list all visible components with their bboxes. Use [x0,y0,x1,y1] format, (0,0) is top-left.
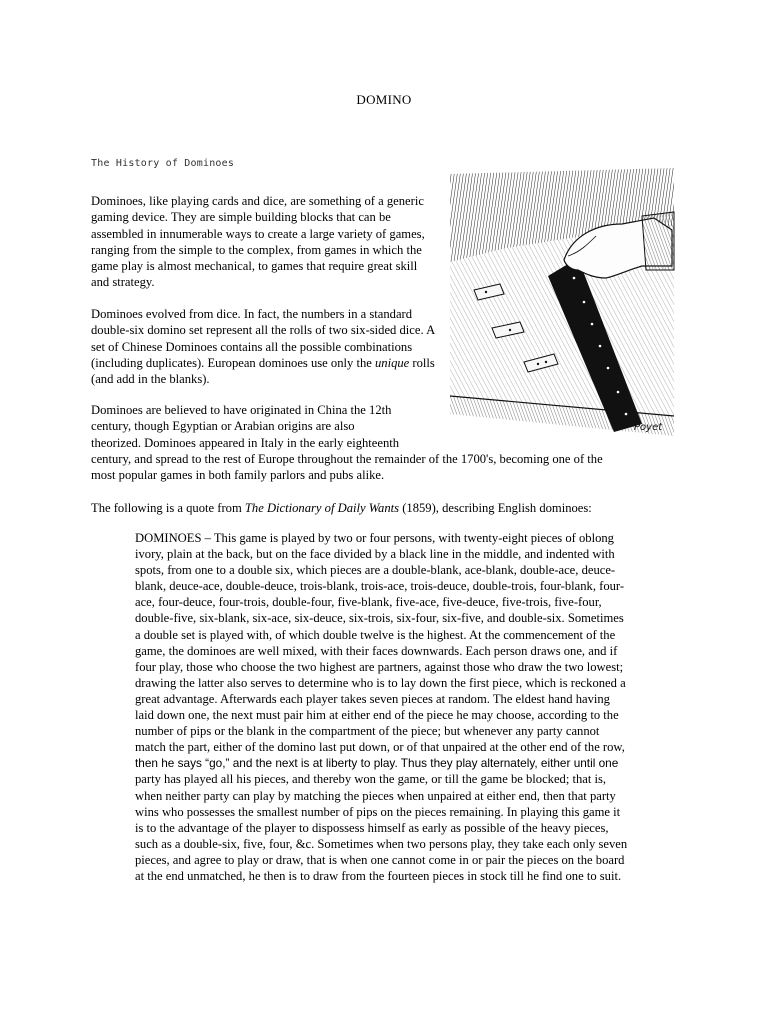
quote-line: great advantage. Afterwards each player takes seven pieces at random. The eldest hand having [135,691,610,706]
quote-line: double-five, six-blank, six-ace, six-deuce, six-trois, six-four, six-five, and double-six. Sometimes [135,611,624,626]
quote-line: pieces, and agree to play or draw, that is when one cannot come in or pair the pieces on the board [135,852,625,867]
quote-line: at the end unmatched, he then is to draw from the fourteen pieces in stock till he find one to suit. [135,868,622,883]
quote-introduction [91,500,691,516]
quote-intro-text: The following is a quote from [91,501,245,515]
quote-line: match the part, either of the domino last put down, or of that unpaired at the other end of the row, [135,740,625,755]
quote-line: is to the advantage of the player to dispossess himself as early as possible of the heavy pieces, [135,820,609,835]
text-line: theorized. Dominoes appeared in Italy in the early eighteenth [91,435,400,450]
page-title: DOMINO [356,92,412,107]
quote-line: four play, those who choose the two highest are partners, against those who draw the two lowest; [135,659,624,674]
section-heading: The History of Dominoes [91,158,235,169]
paragraph-dice-text: Dominoes evolved from dice. In fact, the numbers in a standard double-six domino set represent all the rolls of two six-sided dice. A set of Chinese Dominoes contains all the possible combinations (including duplicates). European dominoes use only the [91,307,435,370]
quote-line: spots, from one to a double six, which pieces are a double-blank, ace-blank, double-ace, deuce- [135,563,616,578]
quote-line: blank, deuce-ace, double-deuce, trois-blank, trois-ace, trois-deuce, double-trois, four-blank, four- [135,579,625,594]
svg-text:Poyet: Poyet [634,422,663,433]
block-quote [135,530,675,884]
quote-line: when neither party can play by matching the pieces when unpaired at either end, then that party [135,788,616,803]
quote-line: laid down one, the next must pair him at either end of the piece he may choose, according to the [135,708,619,723]
quote-line: party has played all his pieces, and thereby won the game, or till the game be blocked; that is, [135,772,607,787]
quote-line: number of pips or the blank in the compartment of the piece; but whenever any party cannot [135,724,600,739]
quote-line: a double set is played with, of which double twelve is the highest. At the commencement of the [135,627,616,642]
quote-line: such as a double-six, five, four, &c. Sometimes when two persons play, they take each only seven [135,836,628,851]
paragraph-intro: Dominoes, like playing cards and dice, are something of a generic gaming device. They are simple building blocks that can be assembled in innumerable ways to create a large variety of games, ranging from the simple to the complex, from games in which the game play is almost mechanical, to games that require great skill and strategy. [91,194,425,290]
domino-engraving-illustration [446,166,678,448]
quote-intro-text-end: (1859), describing English dominoes: [399,501,592,515]
quote-line: ivory, plain at the back, but on the face divided by a black line in the middle, and indented with [135,547,615,562]
paragraph-dice [91,306,436,387]
quote-line: drawing the latter also serves to determine who is to lay down the first piece, which is reckoned a [135,675,626,690]
quote-line: wins who possesses the smallest number of pips on the pieces remaining. In playing this game it [135,804,621,819]
text-line: Dominoes are believed to have originated in China the 12th [91,403,392,417]
quote-line: DOMINOES – This game is played by two or four persons, with twenty-eight pieces of oblong [135,531,614,545]
text-line: century, though Egyptian or Arabian origins are also [91,419,355,434]
book-title: The Dictionary of Daily Wants [244,501,400,515]
paragraph-dice-text-end: rolls (and add in the blanks). [91,355,435,387]
quote-line: ace, four-deuce, four-trois, double-four, five-blank, five-ace, five-deuce, five-trois, five-four, [135,595,602,610]
quote-line-sans: then he says “go,” and the next is at liberty to play. Thus they play alternately, either until one [135,756,619,771]
text-line: century, and spread to the rest of Europe throughout the remainder of the 1700's, becoming one of the [91,451,603,466]
paragraph-dice-emphasis: unique [375,355,410,370]
text-line: most popular games in both family parlors and pubs alike. [91,468,385,483]
quote-line: game, the dominoes are well mixed, with their faces downwards. Each person draws one, and if [135,643,618,658]
